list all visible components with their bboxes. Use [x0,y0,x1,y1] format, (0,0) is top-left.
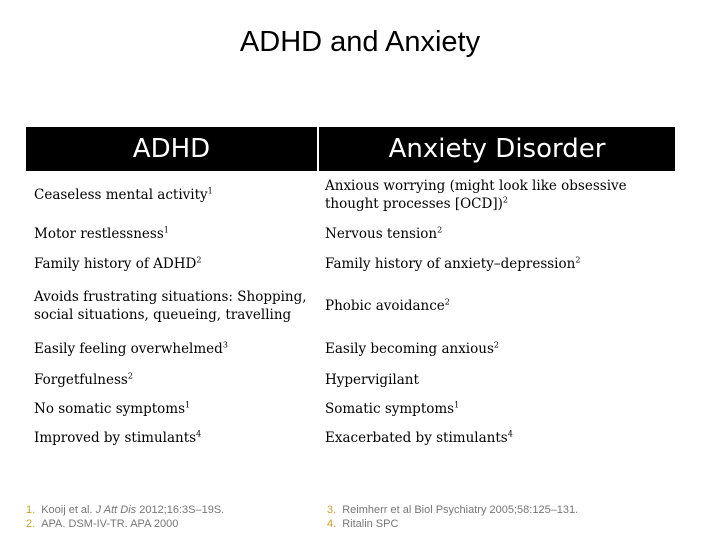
table-row [26,171,675,219]
table-row [26,219,675,249]
adhd-cell: No somatic symptoms$^1$ [34,400,191,417]
adhd-cell: Motor restlessness$^1$ [34,225,169,242]
header-anxiety-disorder: Anxiety Disorder [319,127,675,171]
table-row [26,333,675,365]
adhd-cell: Family history of ADHD$^2$ [34,255,202,272]
comparison-table [26,171,675,452]
header-adhd: ADHD [26,127,317,171]
table-row [26,365,675,394]
adhd-cell: Improved by stimulants$^4$ [34,429,202,446]
adhd-cell: Avoids frustrating situations: Shopping, social situations, queueing, travelling [34,289,307,323]
anxiety-cell: Phobic avoidance$^2$ [325,297,450,314]
anxiety-cell: Exacerbated by stimulants$^4$ [325,429,513,446]
adhd-cell: Ceaseless mental activity$^1$ [34,186,213,203]
table-row [26,279,675,333]
reference-item: 4. Ritalin SPC [327,518,399,530]
adhd-cell: Forgetfulness$^2$ [34,371,133,388]
anxiety-cell: Hypervigilant [325,371,419,388]
table-row [26,423,675,452]
adhd-cell: Easily feeling overwhelmed$^3$ [34,340,228,357]
table-row [26,249,675,279]
anxiety-cell: Nervous tension$^2$ [325,225,443,242]
reference-item: 3. Reimherr et al Biol Psychiatry 2005;58:125–131. [327,504,579,516]
reference-item: 1. Kooij et al. J Att Dis 2012;16:3S–19S. [26,504,225,516]
references-left [26,503,224,531]
anxiety-cell: Anxious worrying (might look like obsessive thought processes [OCD])$^2$ [325,178,627,212]
slide-title: ADHD and Anxiety [239,26,481,58]
anxiety-cell: Somatic symptoms$^1$ [325,400,460,417]
reference-item: 2. APA. DSM-IV-TR. APA 2000 [26,518,179,530]
anxiety-cell: Family history of anxiety–depression$^2$ [325,255,581,272]
anxiety-cell: Easily becoming anxious$^2$ [325,340,499,357]
references-right [327,503,578,531]
table-row [26,394,675,423]
